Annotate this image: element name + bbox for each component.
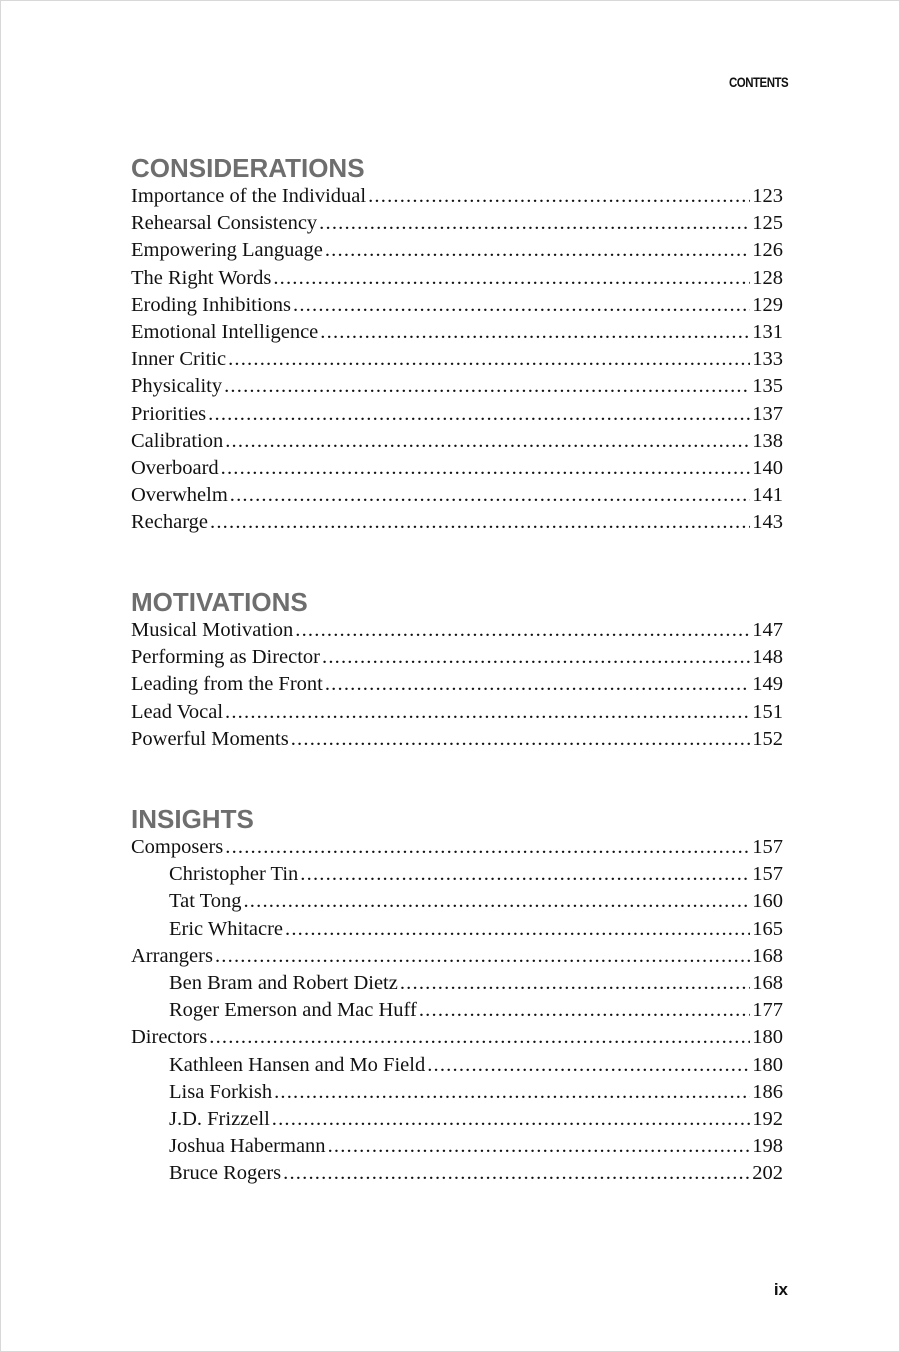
dot-leader: [427, 1052, 750, 1079]
dot-leader: [291, 726, 751, 753]
toc-entry-page: 177: [752, 999, 783, 1022]
toc-entry-title: Musical Motivation: [131, 619, 294, 641]
dot-leader: [295, 617, 750, 644]
dot-leader: [368, 183, 750, 210]
toc-entry[interactable]: [131, 373, 783, 400]
toc-entry[interactable]: [131, 401, 783, 428]
toc-entry[interactable]: [131, 210, 783, 237]
dot-leader: [243, 888, 750, 915]
dot-leader: [283, 1160, 750, 1187]
toc-entry[interactable]: [131, 1024, 783, 1051]
toc-entry-title: Bruce Rogers: [169, 1162, 282, 1185]
toc-section-insights: [131, 804, 783, 1187]
toc-entry-title: J.D. Frizzell: [169, 1107, 270, 1130]
toc-entry-page: 168: [752, 944, 783, 967]
dot-leader: [293, 292, 750, 319]
toc-entry-title: Joshua Habermann: [169, 1135, 326, 1158]
dot-leader: [209, 1024, 750, 1051]
dot-leader: [322, 644, 750, 671]
toc-entry-page: 160: [752, 890, 783, 913]
dot-leader: [328, 1133, 751, 1160]
toc-entry-title: Leading from the Front: [131, 673, 323, 696]
dot-leader: [225, 428, 750, 455]
toc-entry-title: Eroding Inhibitions: [131, 293, 292, 316]
toc-entry-page: 192: [752, 1107, 783, 1130]
toc-entry[interactable]: [131, 1133, 783, 1160]
toc-entry[interactable]: [131, 644, 783, 671]
toc-entry-page: 157: [752, 836, 783, 858]
toc-entry[interactable]: [131, 482, 783, 509]
toc-entry-page: 123: [752, 185, 783, 207]
toc-entry-title: Performing as Director: [131, 646, 320, 669]
toc-entry-page: 126: [752, 239, 783, 262]
toc-entry-page: 140: [752, 456, 783, 479]
toc-entry-title: Arrangers: [131, 944, 213, 967]
dot-leader: [225, 834, 750, 861]
toc-section-motivations: [131, 587, 783, 753]
dot-leader: [224, 373, 750, 400]
toc-entry-page: 143: [752, 511, 783, 534]
toc-entry[interactable]: [131, 1106, 783, 1133]
toc-entry[interactable]: [131, 888, 783, 915]
toc-entry[interactable]: [131, 319, 783, 346]
toc-entry-page: 180: [752, 1053, 783, 1076]
toc-entry-title: Importance of the Individual: [131, 185, 367, 207]
toc-entry-title: Recharge: [131, 511, 209, 534]
dot-leader: [300, 861, 750, 888]
toc-entry-page: 148: [752, 646, 783, 669]
toc-entry-page: 135: [752, 375, 783, 398]
dot-leader: [208, 401, 750, 428]
toc-entry-title: Kathleen Hansen and Mo Field: [169, 1053, 426, 1076]
dot-leader: [272, 1106, 750, 1133]
dot-leader: [319, 210, 750, 237]
toc-entry-page: 137: [752, 402, 783, 425]
toc-entry-title: Lead Vocal: [131, 700, 224, 723]
toc-entry[interactable]: [131, 1160, 783, 1187]
toc-entry-title: Emotional Intelligence: [131, 320, 319, 343]
toc-entry[interactable]: [131, 916, 783, 943]
toc-entry[interactable]: [131, 509, 783, 536]
dot-leader: [400, 970, 750, 997]
toc-entry-title: Directors: [131, 1026, 208, 1049]
toc-entry[interactable]: [131, 834, 783, 861]
toc-entry-page: 141: [752, 484, 783, 507]
toc-entry-page: 129: [752, 293, 783, 316]
dot-leader: [320, 319, 750, 346]
toc-entry[interactable]: [131, 346, 783, 373]
toc-entry-page: 138: [752, 429, 783, 452]
toc-entry[interactable]: [131, 292, 783, 319]
toc-entry[interactable]: [131, 265, 783, 292]
toc-entry[interactable]: [131, 428, 783, 455]
toc-entry-page: 152: [752, 727, 783, 750]
toc-entry[interactable]: [131, 997, 783, 1024]
toc-entry-page: 125: [752, 212, 783, 235]
dot-leader: [225, 699, 750, 726]
dot-leader: [273, 265, 750, 292]
toc-entry-page: 202: [752, 1162, 783, 1185]
toc-entry-title: Roger Emerson and Mac Huff: [169, 999, 417, 1022]
toc-entry-page: 198: [752, 1135, 783, 1158]
toc-entry-title: Calibration: [131, 429, 224, 452]
dot-leader: [210, 509, 750, 536]
toc-entry-title: Overwhelm: [131, 484, 228, 507]
toc-entry-title: Eric Whitacre: [169, 917, 284, 940]
toc-entry[interactable]: [131, 861, 783, 888]
toc-entry-title: Inner Critic: [131, 348, 227, 371]
dot-leader: [221, 455, 751, 482]
toc-entry-title: Lisa Forkish: [169, 1080, 273, 1103]
toc-entry[interactable]: [131, 183, 783, 210]
toc-entry-title: Composers: [131, 836, 224, 858]
toc-entry-page: 186: [752, 1080, 783, 1103]
toc-entry-page: 128: [752, 266, 783, 289]
dot-leader: [228, 346, 750, 373]
dot-leader: [215, 943, 750, 970]
toc-entry-page: 147: [752, 619, 783, 641]
toc-entry-page: 157: [752, 863, 783, 886]
toc-entry-title: Priorities: [131, 402, 207, 425]
toc-entry-page: 133: [752, 348, 783, 371]
toc-entry-title: Rehearsal Consistency: [131, 212, 318, 235]
dot-leader: [419, 997, 750, 1024]
toc-entry[interactable]: [131, 237, 783, 264]
toc-entry-title: Tat Tong: [169, 890, 242, 913]
dot-leader: [230, 482, 750, 509]
toc-section-considerations: [131, 153, 783, 536]
toc-entry[interactable]: [131, 699, 783, 726]
toc-entry-title: Physicality: [131, 375, 223, 398]
toc-entry[interactable]: [131, 1052, 783, 1079]
toc-entry[interactable]: [131, 970, 783, 997]
dot-leader: [274, 1079, 750, 1106]
toc-entry-page: 149: [752, 673, 783, 696]
toc-entry[interactable]: [131, 671, 783, 698]
toc-entry-title: The Right Words: [131, 266, 272, 289]
toc-entry[interactable]: [131, 1079, 783, 1106]
toc-entry-page: 165: [752, 917, 783, 940]
section-title: MOTIVATIONS: [131, 587, 308, 617]
toc-entry-page: 151: [752, 700, 783, 723]
dot-leader: [325, 237, 750, 264]
section-title: CONSIDERATIONS: [131, 153, 365, 183]
section-title: INSIGHTS: [131, 804, 254, 834]
dot-leader: [325, 671, 750, 698]
toc-entry-title: Ben Bram and Robert Dietz: [169, 971, 398, 994]
toc-entry[interactable]: [131, 617, 783, 644]
dot-leader: [285, 916, 750, 943]
toc-entry-page: 168: [752, 971, 783, 994]
toc-entry-title: Overboard: [131, 456, 219, 479]
toc-entry[interactable]: [131, 726, 783, 753]
running-head: CONTENTS: [728, 74, 788, 90]
toc-entry-title: Christopher Tin: [169, 863, 299, 886]
toc-entry[interactable]: [131, 943, 783, 970]
toc-entry-title: Empowering Language: [131, 239, 323, 262]
toc-entry-page: 131: [752, 320, 783, 343]
toc-entry-page: 180: [752, 1026, 783, 1049]
toc-entry[interactable]: [131, 455, 783, 482]
toc-entry-title: Powerful Moments: [131, 727, 289, 750]
page-number: ix: [773, 1280, 788, 1299]
